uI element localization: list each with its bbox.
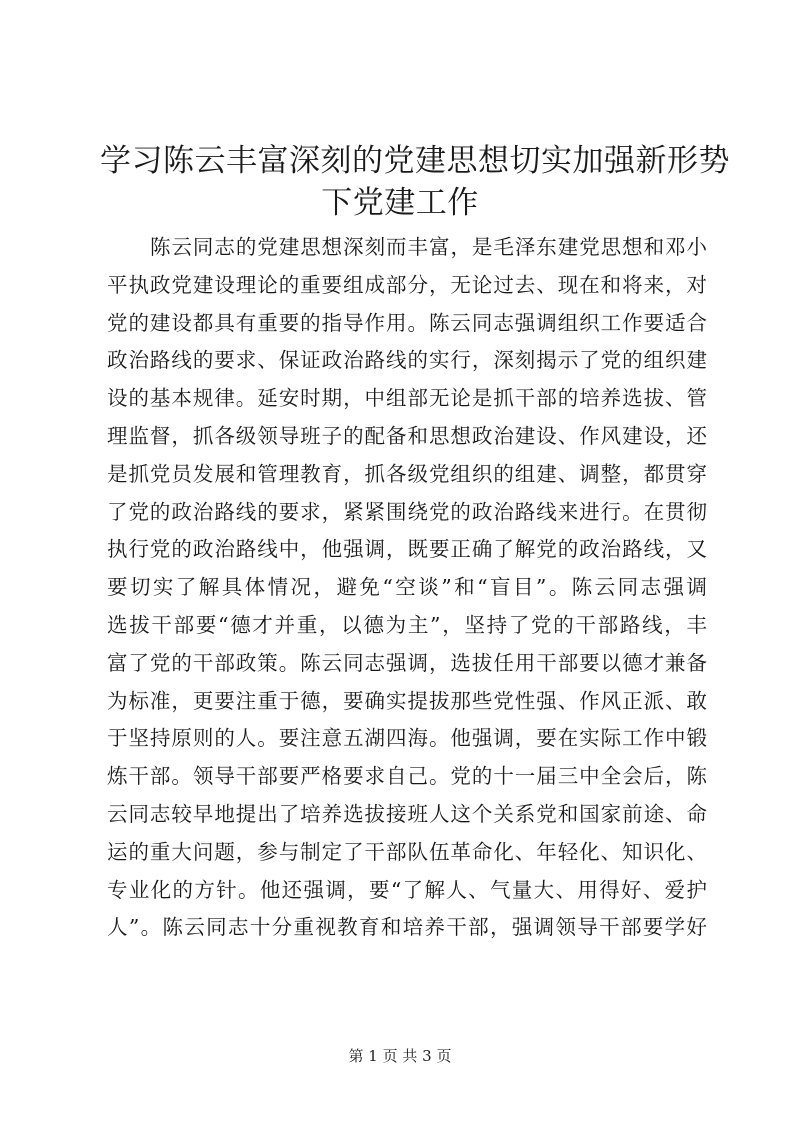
body-line-13: 为标准，更要注重于德，要确实提拔那些党性强、作风正派、敢: [107, 688, 707, 713]
body-line-7: 是抓党员发展和管理教育，抓各级党组织的组建、调整，都贯穿: [107, 461, 707, 486]
body-line-14: 于坚持原则的人。要注意五湖四海。他强调，要在实际工作中锻: [107, 726, 707, 751]
body-line-1: 陈云同志的党建思想深刻而丰富，是毛泽东建党思想和邓小: [150, 235, 707, 259]
body-line-10: 要切实了解具体情况，避免“空谈”和“盲目”。陈云同志强调: [107, 575, 707, 600]
body-line-17: 运的重大问题，参与制定了干部队伍革命化、年轻化、知识化、: [107, 839, 707, 864]
body-line-15: 炼干部。领导干部要严格要求自己。党的十一届三中全会后，陈: [107, 764, 707, 789]
body-line-5: 设的基本规律。延安时期，中组部无论是抓干部的培养选拔、管: [107, 386, 707, 411]
body-line-12: 富了党的干部政策。陈云同志强调，选拔任用干部要以德才兼备: [107, 650, 707, 675]
body-line-8: 了党的政治路线的要求，紧紧围绕党的政治路线来进行。在贯彻: [107, 499, 707, 524]
body-line-11: 选拔干部要“德才并重，以德为主”，坚持了党的干部路线，丰: [107, 612, 707, 637]
title-line-1: 学习陈云丰富深刻的党建思想切实加强新形势: [100, 143, 730, 179]
body-line-16: 云同志较早地提出了培养选拔接班人这个关系党和国家前途、命: [107, 801, 707, 826]
body-line-6: 理监督，抓各级领导班子的配备和思想政治建设、作风建设，还: [107, 423, 707, 448]
body-line-18: 专业化的方针。他还强调，要“了解人、气量大、用得好、爱护: [107, 877, 707, 902]
body-line-2: 平执政党建设理论的重要组成部分，无论过去、现在和将来，对: [107, 272, 707, 297]
title-line-2: 下党建工作: [321, 185, 479, 221]
body-line-9: 执行党的政治路线中，他强调，既要正确了解党的政治路线，又: [107, 537, 707, 562]
body-line-3: 党的建设都具有重要的指导作用。陈云同志强调组织工作要适合: [107, 310, 707, 335]
document-title: [100, 140, 730, 224]
body-line-19: 人”。陈云同志十分重视教育和培养干部，强调领导干部要学好: [107, 915, 707, 940]
body-line-4: 政治路线的要求、保证政治路线的实行，深刻揭示了党的组织建: [107, 348, 707, 373]
body-paragraph: [107, 229, 707, 947]
page-footer: 第 1 页 共 3 页: [348, 1047, 452, 1065]
